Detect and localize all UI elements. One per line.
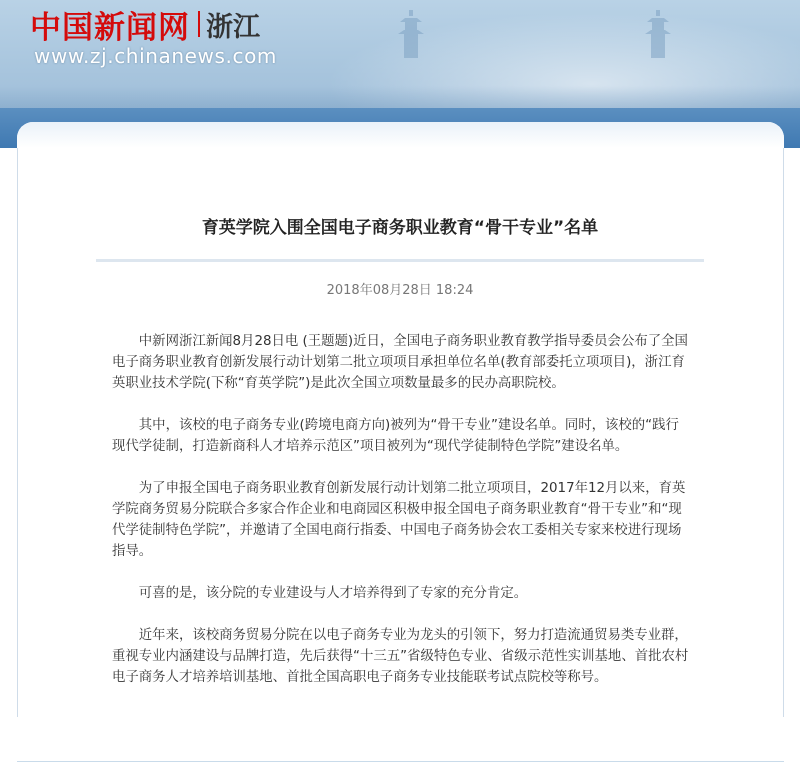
- article-datetime: 2018年08月28日 18:24: [326, 283, 474, 298]
- logo-divider: [198, 11, 200, 37]
- pagoda-silhouette-icon: [398, 10, 424, 58]
- logo-province: 浙江: [206, 11, 260, 43]
- article-body: [112, 331, 690, 709]
- pagoda-silhouette-icon: [645, 10, 671, 58]
- panel-border-right: [783, 148, 784, 717]
- panel-border-left: [17, 148, 18, 717]
- title-divider: [96, 259, 704, 262]
- article-paragraph: 为了申报全国电子商务职业教育创新发展行动计划第二批立项项目，2017年12月以来，育英学院商务贸易分院联合多家合作企业和电商园区积极申报全国电子商务职业教育“骨干专业”和“现代学徒制特色学院”，并邀请了全国电商行指委、中国电子商务协会农工委相关专家来校进行现场指导。: [112, 481, 686, 559]
- article-panel-top-fade: [17, 122, 784, 148]
- article-paragraph: 近年来，该校商务贸易分院在以电子商务专业为龙头的引领下，努力打造流通贸易类专业群，重视专业内涵建设与品牌打造，先后获得“十三五”省级特色专业、省级示范性实训基地、首批农村电子商务人才培养培训基地、首批全国高职电子商务专业技能联考试点院校等称号。: [112, 628, 689, 685]
- article-paragraph: 中新网浙江新闻8月28日电 (王题题)近日，全国电子商务职业教育教学指导委员会公布了全国电子商务职业教育创新发展行动计划第二批立项项目承担单位名单(教育部委托立项项目)，浙江育英职业技术学院(下称“育英学院”)是此次全国立项数量最多的民办高职院校。: [112, 334, 688, 391]
- site-logo[interactable]: [30, 4, 260, 44]
- site-url: www.zj.chinanews.com: [34, 44, 277, 68]
- article-paragraph: 可喜的是，该分院的专业建设与人才培养得到了专家的充分肯定。: [138, 586, 528, 601]
- article-title: 育英学院入围全国电子商务职业教育“骨干专业”名单: [201, 218, 599, 238]
- site-header: [0, 0, 800, 120]
- logo-chinanews: 中国新闻网: [30, 9, 190, 46]
- article-paragraph: 其中，该校的电子商务专业(跨境电商方向)被列为“骨干专业”建设名单。同时，该校的“践行现代学徒制，打造新商科人才培养示范区”项目被列为“现代学徒制特色学院”建设名单。: [112, 418, 679, 454]
